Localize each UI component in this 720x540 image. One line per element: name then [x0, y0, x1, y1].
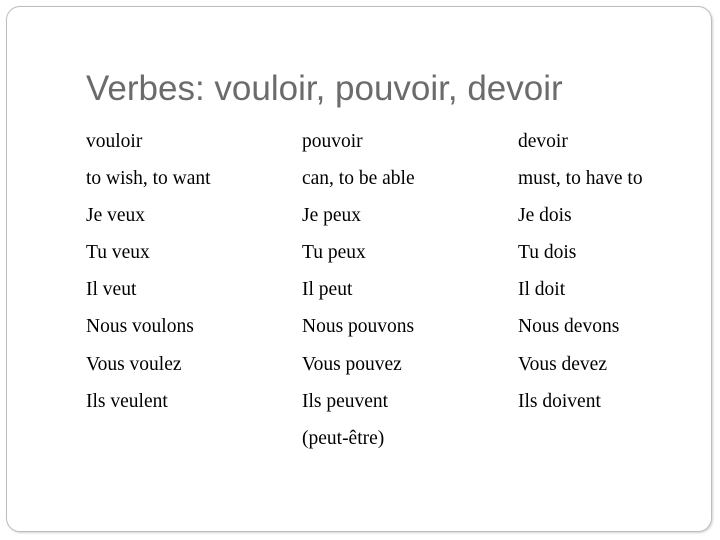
conjugation-je: Je veux — [86, 205, 146, 227]
slide-title: Verbes: vouloir, pouvoir, devoir — [86, 69, 563, 108]
conjugation-tu: Tu dois — [518, 242, 577, 264]
column-vouloir — [86, 123, 211, 420]
verb-translation: must, to have to — [518, 168, 643, 190]
conjugation-il: Il doit — [518, 279, 566, 301]
conjugation-tu: Tu veux — [86, 242, 150, 264]
column-devoir — [518, 123, 643, 420]
verb-translation: to wish, to want — [86, 168, 211, 190]
conjugation-il: Il peut — [302, 279, 353, 301]
conjugation-tu: Tu peux — [302, 242, 366, 264]
conjugation-il: Il veut — [86, 279, 137, 301]
conjugation-je: Je peux — [302, 205, 362, 227]
conjugation-vous: Vous voulez — [86, 353, 182, 375]
column-pouvoir — [302, 123, 415, 457]
conjugation-je: Je dois — [518, 205, 572, 227]
conjugation-nous: Nous voulons — [86, 316, 194, 338]
conjugation-ils: Ils veulent — [86, 390, 168, 412]
slide — [6, 6, 712, 532]
conjugation-vous: Vous pouvez — [302, 353, 402, 375]
conjugation-nous: Nous devons — [518, 316, 620, 338]
verb-infinitive: vouloir — [86, 131, 143, 152]
verb-infinitive: pouvoir — [302, 131, 363, 152]
verb-infinitive: devoir — [518, 131, 568, 152]
conjugation-vous: Vous devez — [518, 353, 607, 375]
expression-note: (peut-être) — [302, 427, 385, 449]
conjugation-ils: Ils doivent — [518, 390, 601, 412]
conjugation-nous: Nous pouvons — [302, 316, 415, 338]
verb-translation: can, to be able — [302, 168, 415, 190]
conjugation-ils: Ils peuvent — [302, 390, 389, 412]
